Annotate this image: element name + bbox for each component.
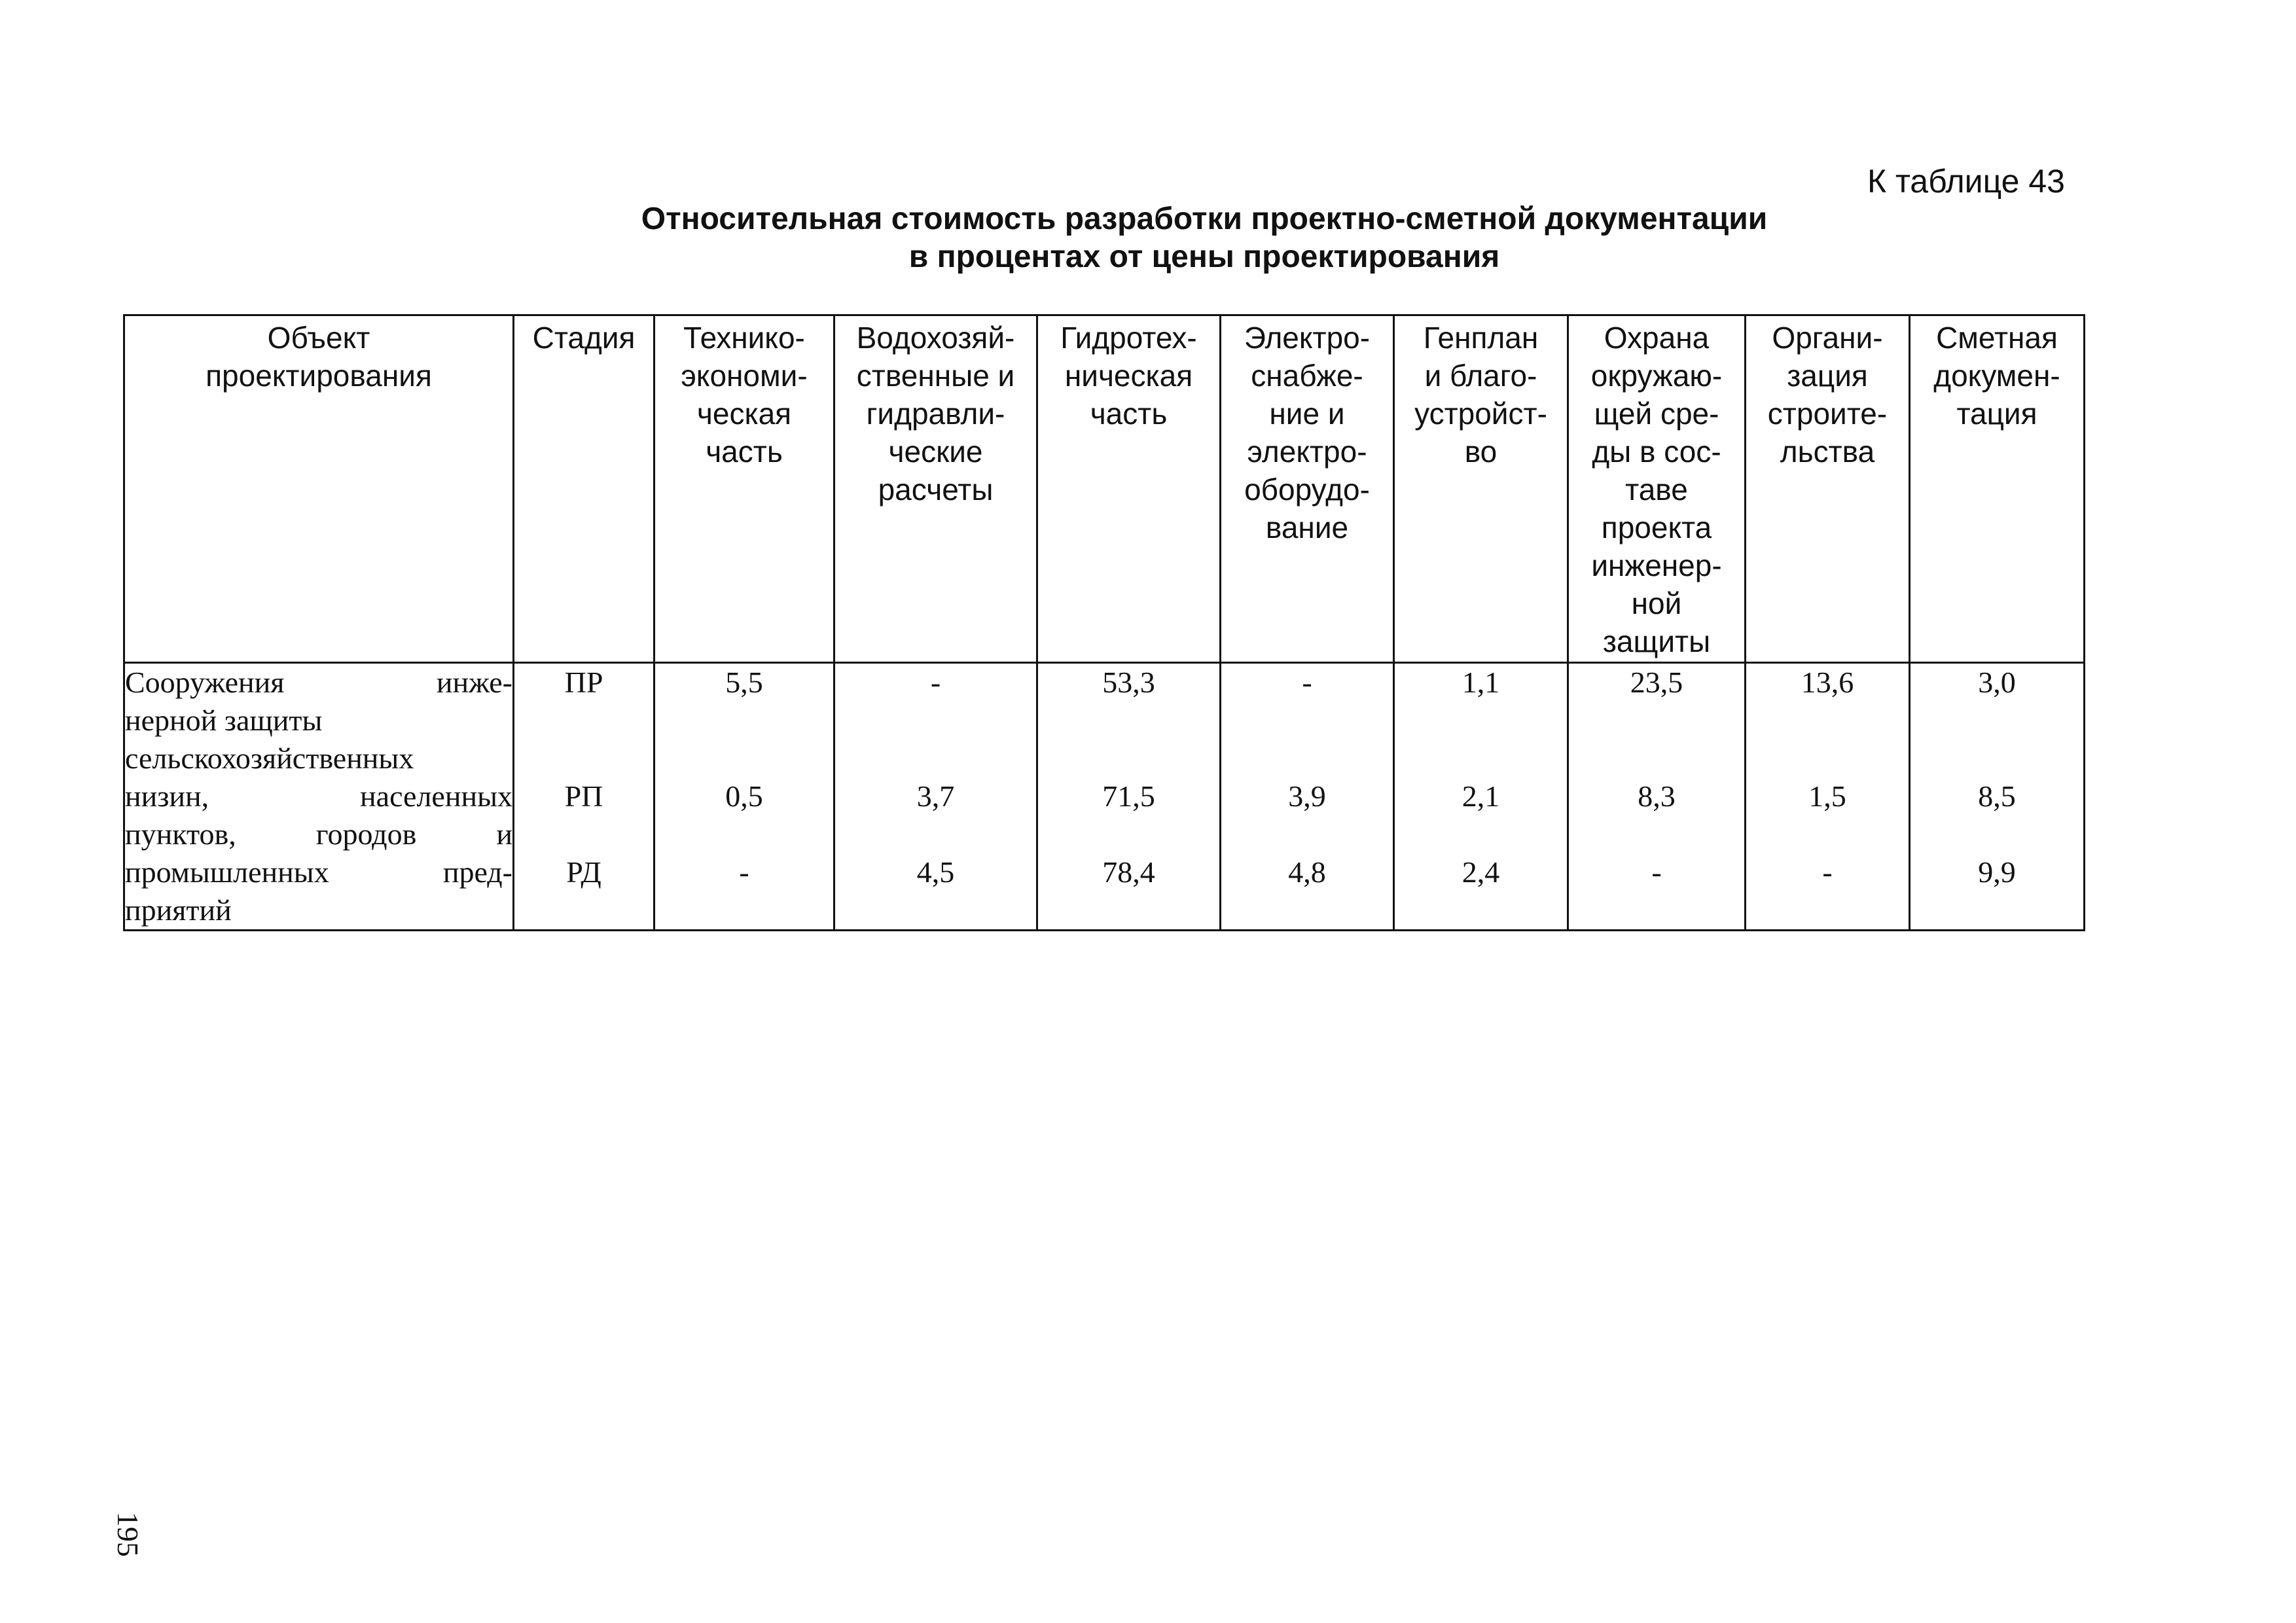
object-line: нерной защиты — [125, 704, 323, 737]
page-number: 195 — [111, 1512, 145, 1557]
hydrotech-cell: 53,3 71,5 78,4 — [1037, 663, 1221, 931]
header-construction-org: Органи- зация строите- льства — [1746, 315, 1910, 663]
header-env-protection: Охрана окружаю- щей сре- ды в сос- таве проекта инженер- ной защиты — [1568, 315, 1746, 663]
tech-econ-cell: 5,5 0,5 - — [655, 663, 834, 931]
header-row — [124, 315, 2085, 663]
estimate-docs-cell: 3,0 8,5 9,9 — [1910, 663, 2085, 931]
water-mgmt-cell: - 3,7 4,5 — [834, 663, 1037, 931]
header-object: Объект проектирования — [124, 315, 514, 663]
electro-cell: - 3,9 4,8 — [1221, 663, 1394, 931]
header-hydrotech: Гидротех- ническая часть — [1037, 315, 1221, 663]
cost-table — [123, 314, 2085, 931]
object-cell — [124, 663, 514, 931]
construction-org-cell: 13,6 1,5 - — [1746, 663, 1910, 931]
object-line: Сооружения инже- — [125, 666, 512, 699]
header-tech-econ: Технико- экономи- ческая часть — [655, 315, 834, 663]
table-row — [124, 663, 2085, 931]
object-line: промышленных пред- — [125, 855, 512, 889]
object-line: низин, населенных — [125, 779, 512, 813]
header-estimate-docs: Сметная докумен- тация — [1910, 315, 2085, 663]
header-electro: Электро- снабже- ние и электро- оборудо- вание — [1221, 315, 1394, 663]
title-line-2: в процентах от цены проектирования — [908, 240, 1500, 274]
object-line: приятий — [125, 893, 232, 927]
env-protection-cell: 23,5 8,3 - — [1568, 663, 1746, 931]
document-title — [583, 200, 1826, 276]
genplan-cell: 1,1 2,1 2,4 — [1394, 663, 1568, 931]
header-stage: Стадия — [514, 315, 655, 663]
stage-cell: ПР РП РД — [514, 663, 655, 931]
table-reference: К таблице 43 — [1867, 163, 2065, 200]
object-line: сельскохозяйственных — [125, 741, 414, 775]
header-water-mgmt: Водохозяй- ственные и гидравли- ческие расчеты — [834, 315, 1037, 663]
title-line-1: Относительная стоимость разработки проектно-сметной документации — [641, 202, 1768, 236]
object-line: пунктов, городов и — [125, 817, 512, 851]
header-genplan: Генплан и благо- устройст- во — [1394, 315, 1568, 663]
